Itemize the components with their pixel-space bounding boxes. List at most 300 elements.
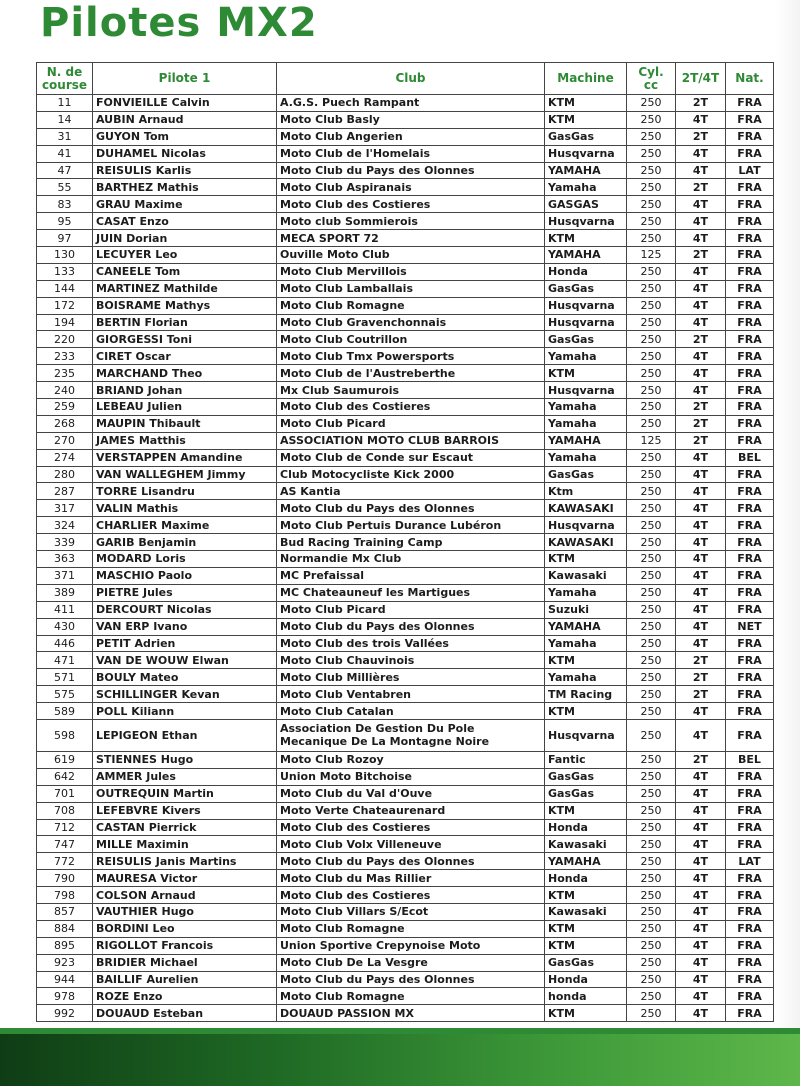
club-cell: MC Chateauneuf les Martigues (277, 584, 545, 601)
cylinder-cell: 250 (627, 111, 676, 128)
club-cell: MC Prefaissal (277, 567, 545, 584)
table-row (37, 618, 774, 635)
nationality-cell: FRA (726, 601, 774, 618)
race-number-cell: 220 (37, 331, 93, 348)
stroke-cell: 4T (676, 213, 726, 230)
nationality-cell: FRA (726, 567, 774, 584)
club-cell: Moto Club Aspiranais (277, 179, 545, 196)
race-number-cell: 598 (37, 719, 93, 751)
machine-cell: GasGas (545, 331, 627, 348)
pilot-cell: CIRET Oscar (93, 348, 277, 365)
cylinder-cell: 250 (627, 365, 676, 382)
stroke-cell: 4T (676, 920, 726, 937)
table-row (37, 500, 774, 517)
nationality-cell: FRA (726, 819, 774, 836)
race-number-cell: 31 (37, 128, 93, 145)
race-number-cell: 194 (37, 314, 93, 331)
club-cell: Moto Club de l'Austreberthe (277, 365, 545, 382)
machine-cell: Suzuki (545, 601, 627, 618)
race-number-cell: 259 (37, 399, 93, 416)
race-number-cell: 274 (37, 449, 93, 466)
machine-cell: Kawasaki (545, 836, 627, 853)
cylinder-cell: 125 (627, 247, 676, 264)
table-row (37, 263, 774, 280)
race-number-cell: 772 (37, 853, 93, 870)
race-number-cell: 712 (37, 819, 93, 836)
race-number-cell: 589 (37, 703, 93, 720)
stroke-cell: 2T (676, 432, 726, 449)
pilot-cell: REISULIS Karlis (93, 162, 277, 179)
club-cell: Ouville Moto Club (277, 247, 545, 264)
club-cell: Moto Club Rozoy (277, 751, 545, 768)
nationality-cell: FRA (726, 348, 774, 365)
pilot-cell: MASCHIO Paolo (93, 567, 277, 584)
club-cell: Moto Club Angerien (277, 128, 545, 145)
pilot-cell: AUBIN Arnaud (93, 111, 277, 128)
cylinder-cell: 250 (627, 230, 676, 247)
stroke-cell: 4T (676, 145, 726, 162)
nationality-cell: FRA (726, 870, 774, 887)
machine-cell: Husqvarna (545, 213, 627, 230)
race-number-cell: 47 (37, 162, 93, 179)
nationality-cell: FRA (726, 669, 774, 686)
cylinder-cell: 250 (627, 95, 676, 112)
stroke-cell: 2T (676, 179, 726, 196)
club-cell: Moto Verte Chateaurenard (277, 802, 545, 819)
club-cell: Moto Club Mervillois (277, 263, 545, 280)
machine-cell: Husqvarna (545, 382, 627, 399)
pilot-cell: GRAU Maxime (93, 196, 277, 213)
pilot-cell: CASTAN Pierrick (93, 819, 277, 836)
race-number-cell: 619 (37, 751, 93, 768)
nationality-cell: FRA (726, 686, 774, 703)
race-number-cell: 144 (37, 280, 93, 297)
stroke-cell: 2T (676, 128, 726, 145)
pilot-cell: BOULY Mateo (93, 669, 277, 686)
machine-cell: GasGas (545, 128, 627, 145)
table-row (37, 95, 774, 112)
pilot-cell: VERSTAPPEN Amandine (93, 449, 277, 466)
machine-cell: KTM (545, 652, 627, 669)
nationality-cell: FRA (726, 247, 774, 264)
club-cell: Moto Club De La Vesgre (277, 954, 545, 971)
machine-cell: honda (545, 988, 627, 1005)
stroke-cell: 4T (676, 517, 726, 534)
table-row (37, 314, 774, 331)
club-cell: Moto Club des Costieres (277, 399, 545, 416)
pilot-cell: OUTREQUIN Martin (93, 785, 277, 802)
pilot-cell: BARTHEZ Mathis (93, 179, 277, 196)
machine-cell: GASGAS (545, 196, 627, 213)
stroke-cell: 4T (676, 111, 726, 128)
nationality-cell: FRA (726, 534, 774, 551)
nationality-cell: FRA (726, 128, 774, 145)
stroke-cell: 4T (676, 785, 726, 802)
stroke-cell: 4T (676, 567, 726, 584)
machine-cell: Honda (545, 819, 627, 836)
pilot-cell: CHARLIER Maxime (93, 517, 277, 534)
cylinder-cell: 250 (627, 584, 676, 601)
club-cell: Moto Club des Costieres (277, 887, 545, 904)
stroke-cell: 4T (676, 853, 726, 870)
table-row (37, 365, 774, 382)
stroke-cell: 4T (676, 365, 726, 382)
club-cell: Normandie Mx Club (277, 551, 545, 568)
stroke-cell: 2T (676, 686, 726, 703)
roster-table-container (36, 62, 773, 1022)
stroke-cell: 4T (676, 703, 726, 720)
cylinder-cell: 250 (627, 534, 676, 551)
table-row (37, 652, 774, 669)
nationality-cell: FRA (726, 903, 774, 920)
race-number-cell: 287 (37, 483, 93, 500)
table-row (37, 162, 774, 179)
nationality-cell: FRA (726, 1005, 774, 1022)
nationality-cell: FRA (726, 415, 774, 432)
stroke-cell: 4T (676, 534, 726, 551)
stroke-cell: 4T (676, 635, 726, 652)
club-cell: ASSOCIATION MOTO CLUB BARROIS (277, 432, 545, 449)
pilot-cell: CASAT Enzo (93, 213, 277, 230)
machine-cell: TM Racing (545, 686, 627, 703)
pilot-cell: LEPIGEON Ethan (93, 719, 277, 751)
nationality-cell: FRA (726, 988, 774, 1005)
pilot-cell: GIORGESSI Toni (93, 331, 277, 348)
stroke-cell: 4T (676, 348, 726, 365)
race-number-cell: 97 (37, 230, 93, 247)
race-number-cell: 14 (37, 111, 93, 128)
machine-cell: YAMAHA (545, 853, 627, 870)
machine-cell: KTM (545, 802, 627, 819)
nationality-cell: FRA (726, 500, 774, 517)
club-cell: Moto club Sommierois (277, 213, 545, 230)
pilot-cell: MAURESA Victor (93, 870, 277, 887)
roster-table (36, 62, 774, 1022)
machine-cell: KTM (545, 230, 627, 247)
race-number-cell: 895 (37, 937, 93, 954)
table-row (37, 954, 774, 971)
pilot-cell: REISULIS Janis Martins (93, 853, 277, 870)
table-row (37, 836, 774, 853)
stroke-cell: 4T (676, 601, 726, 618)
race-number-cell: 389 (37, 584, 93, 601)
cylinder-cell: 250 (627, 551, 676, 568)
table-row (37, 145, 774, 162)
race-number-cell: 430 (37, 618, 93, 635)
club-cell: Moto Club Gravenchonnais (277, 314, 545, 331)
machine-cell: KTM (545, 703, 627, 720)
nationality-cell: FRA (726, 768, 774, 785)
header-pilot: Pilote 1 (93, 63, 277, 95)
pilot-cell: RIGOLLOT Francois (93, 937, 277, 954)
machine-cell: Yamaha (545, 635, 627, 652)
pilot-cell: VAN ERP Ivano (93, 618, 277, 635)
stroke-cell: 4T (676, 887, 726, 904)
stroke-cell: 4T (676, 263, 726, 280)
nationality-cell: FRA (726, 230, 774, 247)
cylinder-cell: 250 (627, 415, 676, 432)
table-row (37, 719, 774, 751)
race-number-cell: 95 (37, 213, 93, 230)
cylinder-cell: 250 (627, 280, 676, 297)
race-number-cell: 268 (37, 415, 93, 432)
club-cell: AS Kantia (277, 483, 545, 500)
nationality-cell: FRA (726, 802, 774, 819)
header-race-number: N. de course (37, 63, 93, 95)
table-row (37, 903, 774, 920)
machine-cell: Husqvarna (545, 314, 627, 331)
machine-cell: KTM (545, 95, 627, 112)
stroke-cell: 4T (676, 802, 726, 819)
machine-cell: Yamaha (545, 584, 627, 601)
nationality-cell: FRA (726, 703, 774, 720)
nationality-cell: LAT (726, 853, 774, 870)
cylinder-cell: 250 (627, 179, 676, 196)
table-row (37, 128, 774, 145)
nationality-cell: FRA (726, 887, 774, 904)
header-nationality: Nat. (726, 63, 774, 95)
stroke-cell: 4T (676, 903, 726, 920)
pilot-cell: AMMER Jules (93, 768, 277, 785)
nationality-cell: NET (726, 618, 774, 635)
machine-cell: Husqvarna (545, 145, 627, 162)
nationality-cell: FRA (726, 937, 774, 954)
table-header-row (37, 63, 774, 95)
table-row (37, 213, 774, 230)
race-number-cell: 642 (37, 768, 93, 785)
stroke-cell: 4T (676, 1005, 726, 1022)
machine-cell: KAWASAKI (545, 500, 627, 517)
race-number-cell: 923 (37, 954, 93, 971)
machine-cell: GasGas (545, 785, 627, 802)
nationality-cell: FRA (726, 382, 774, 399)
nationality-cell: FRA (726, 145, 774, 162)
race-number-cell: 571 (37, 669, 93, 686)
roster-body (37, 95, 774, 1022)
pilot-cell: VAUTHIER Hugo (93, 903, 277, 920)
pilot-cell: VALIN Mathis (93, 500, 277, 517)
cylinder-cell: 250 (627, 785, 676, 802)
stroke-cell: 4T (676, 971, 726, 988)
pilot-cell: MARTINEZ Mathilde (93, 280, 277, 297)
nationality-cell: FRA (726, 331, 774, 348)
pilot-cell: DOUAUD Esteban (93, 1005, 277, 1022)
club-cell: Moto Club du Mas Rillier (277, 870, 545, 887)
race-number-cell: 280 (37, 466, 93, 483)
nationality-cell: FRA (726, 517, 774, 534)
table-row (37, 887, 774, 904)
nationality-cell: FRA (726, 971, 774, 988)
race-number-cell: 363 (37, 551, 93, 568)
club-cell: Union Sportive Crepynoise Moto (277, 937, 545, 954)
stroke-cell: 4T (676, 551, 726, 568)
stroke-cell: 4T (676, 988, 726, 1005)
race-number-cell: 575 (37, 686, 93, 703)
cylinder-cell: 250 (627, 751, 676, 768)
club-cell: Moto Club Villars S/Ecot (277, 903, 545, 920)
club-cell: Moto Club Romagne (277, 988, 545, 1005)
table-row (37, 601, 774, 618)
stroke-cell: 2T (676, 95, 726, 112)
table-row (37, 870, 774, 887)
club-cell: Moto Club de l'Homelais (277, 145, 545, 162)
cylinder-cell: 250 (627, 263, 676, 280)
nationality-cell: FRA (726, 432, 774, 449)
club-cell: Moto Club Catalan (277, 703, 545, 720)
table-row (37, 551, 774, 568)
table-row (37, 196, 774, 213)
race-number-cell: 857 (37, 903, 93, 920)
stroke-cell: 2T (676, 399, 726, 416)
cylinder-cell: 250 (627, 145, 676, 162)
machine-cell: GasGas (545, 280, 627, 297)
machine-cell: Yamaha (545, 348, 627, 365)
table-row (37, 331, 774, 348)
footer-stripe (0, 1028, 800, 1034)
nationality-cell: LAT (726, 162, 774, 179)
club-cell: Moto Club Ventabren (277, 686, 545, 703)
cylinder-cell: 250 (627, 971, 676, 988)
stroke-cell: 4T (676, 483, 726, 500)
table-row (37, 466, 774, 483)
machine-cell: Honda (545, 870, 627, 887)
club-cell: Moto Club Coutrillon (277, 331, 545, 348)
nationality-cell: FRA (726, 652, 774, 669)
machine-cell: KTM (545, 887, 627, 904)
table-row (37, 920, 774, 937)
cylinder-cell: 250 (627, 870, 676, 887)
nationality-cell: FRA (726, 399, 774, 416)
cylinder-cell: 250 (627, 466, 676, 483)
race-number-cell: 41 (37, 145, 93, 162)
table-row (37, 686, 774, 703)
club-cell: Moto Club du Pays des Olonnes (277, 853, 545, 870)
race-number-cell: 701 (37, 785, 93, 802)
nationality-cell: FRA (726, 635, 774, 652)
cylinder-cell: 250 (627, 853, 676, 870)
page-edge-decoration (776, 0, 800, 1028)
stroke-cell: 2T (676, 331, 726, 348)
table-row (37, 669, 774, 686)
table-row (37, 449, 774, 466)
race-number-cell: 130 (37, 247, 93, 264)
cylinder-cell: 250 (627, 635, 676, 652)
race-number-cell: 172 (37, 297, 93, 314)
cylinder-cell: 250 (627, 988, 676, 1005)
cylinder-cell: 250 (627, 162, 676, 179)
table-row (37, 111, 774, 128)
cylinder-cell: 250 (627, 348, 676, 365)
cylinder-cell: 250 (627, 768, 676, 785)
machine-cell: KAWASAKI (545, 534, 627, 551)
stroke-cell: 4T (676, 937, 726, 954)
machine-cell: Husqvarna (545, 297, 627, 314)
machine-cell: YAMAHA (545, 247, 627, 264)
club-cell: DOUAUD PASSION MX (277, 1005, 545, 1022)
machine-cell: Husqvarna (545, 517, 627, 534)
cylinder-cell: 250 (627, 567, 676, 584)
machine-cell: Fantic (545, 751, 627, 768)
stroke-cell: 4T (676, 230, 726, 247)
club-cell: Moto Club du Pays des Olonnes (277, 500, 545, 517)
stroke-cell: 2T (676, 415, 726, 432)
club-cell: Moto Club Romagne (277, 297, 545, 314)
club-cell: Moto Club Tmx Powersports (277, 348, 545, 365)
club-cell: Moto Club des Costieres (277, 819, 545, 836)
pilot-cell: MILLE Maximin (93, 836, 277, 853)
table-row (37, 382, 774, 399)
cylinder-cell: 250 (627, 819, 676, 836)
table-row (37, 802, 774, 819)
pilot-cell: GARIB Benjamin (93, 534, 277, 551)
stroke-cell: 2T (676, 247, 726, 264)
stroke-cell: 4T (676, 870, 726, 887)
race-number-cell: 884 (37, 920, 93, 937)
machine-cell: KTM (545, 937, 627, 954)
nationality-cell: FRA (726, 179, 774, 196)
nationality-cell: FRA (726, 196, 774, 213)
stroke-cell: 4T (676, 314, 726, 331)
machine-cell: YAMAHA (545, 432, 627, 449)
table-row (37, 988, 774, 1005)
pilot-cell: ROZE Enzo (93, 988, 277, 1005)
table-row (37, 483, 774, 500)
table-row (37, 785, 774, 802)
header-machine: Machine (545, 63, 627, 95)
pilot-cell: LEFEBVRE Kivers (93, 802, 277, 819)
pilot-cell: BRIDIER Michael (93, 954, 277, 971)
nationality-cell: FRA (726, 111, 774, 128)
cylinder-cell: 250 (627, 297, 676, 314)
cylinder-cell: 250 (627, 618, 676, 635)
table-row (37, 635, 774, 652)
pilot-cell: BAILLIF Aurelien (93, 971, 277, 988)
machine-cell: GasGas (545, 466, 627, 483)
table-row (37, 937, 774, 954)
cylinder-cell: 250 (627, 128, 676, 145)
race-number-cell: 233 (37, 348, 93, 365)
machine-cell: GasGas (545, 768, 627, 785)
race-number-cell: 446 (37, 635, 93, 652)
nationality-cell: FRA (726, 551, 774, 568)
cylinder-cell: 250 (627, 449, 676, 466)
cylinder-cell: 250 (627, 382, 676, 399)
club-cell: Moto Club Chauvinois (277, 652, 545, 669)
club-cell: Moto Club Lamballais (277, 280, 545, 297)
machine-cell: Yamaha (545, 179, 627, 196)
machine-cell: Ktm (545, 483, 627, 500)
machine-cell: GasGas (545, 954, 627, 971)
club-cell: Moto Club Picard (277, 415, 545, 432)
pilot-cell: LEBEAU Julien (93, 399, 277, 416)
stroke-cell: 4T (676, 768, 726, 785)
machine-cell: Yamaha (545, 415, 627, 432)
stroke-cell: 4T (676, 500, 726, 517)
race-number-cell: 270 (37, 432, 93, 449)
pilot-cell: BORDINI Leo (93, 920, 277, 937)
club-cell: Moto Club des trois Vallées (277, 635, 545, 652)
nationality-cell: FRA (726, 213, 774, 230)
stroke-cell: 2T (676, 669, 726, 686)
cylinder-cell: 250 (627, 920, 676, 937)
race-number-cell: 55 (37, 179, 93, 196)
pilot-cell: MAUPIN Thibault (93, 415, 277, 432)
pilot-cell: STIENNES Hugo (93, 751, 277, 768)
stroke-cell: 4T (676, 954, 726, 971)
cylinder-cell: 125 (627, 432, 676, 449)
table-row (37, 179, 774, 196)
nationality-cell: FRA (726, 314, 774, 331)
